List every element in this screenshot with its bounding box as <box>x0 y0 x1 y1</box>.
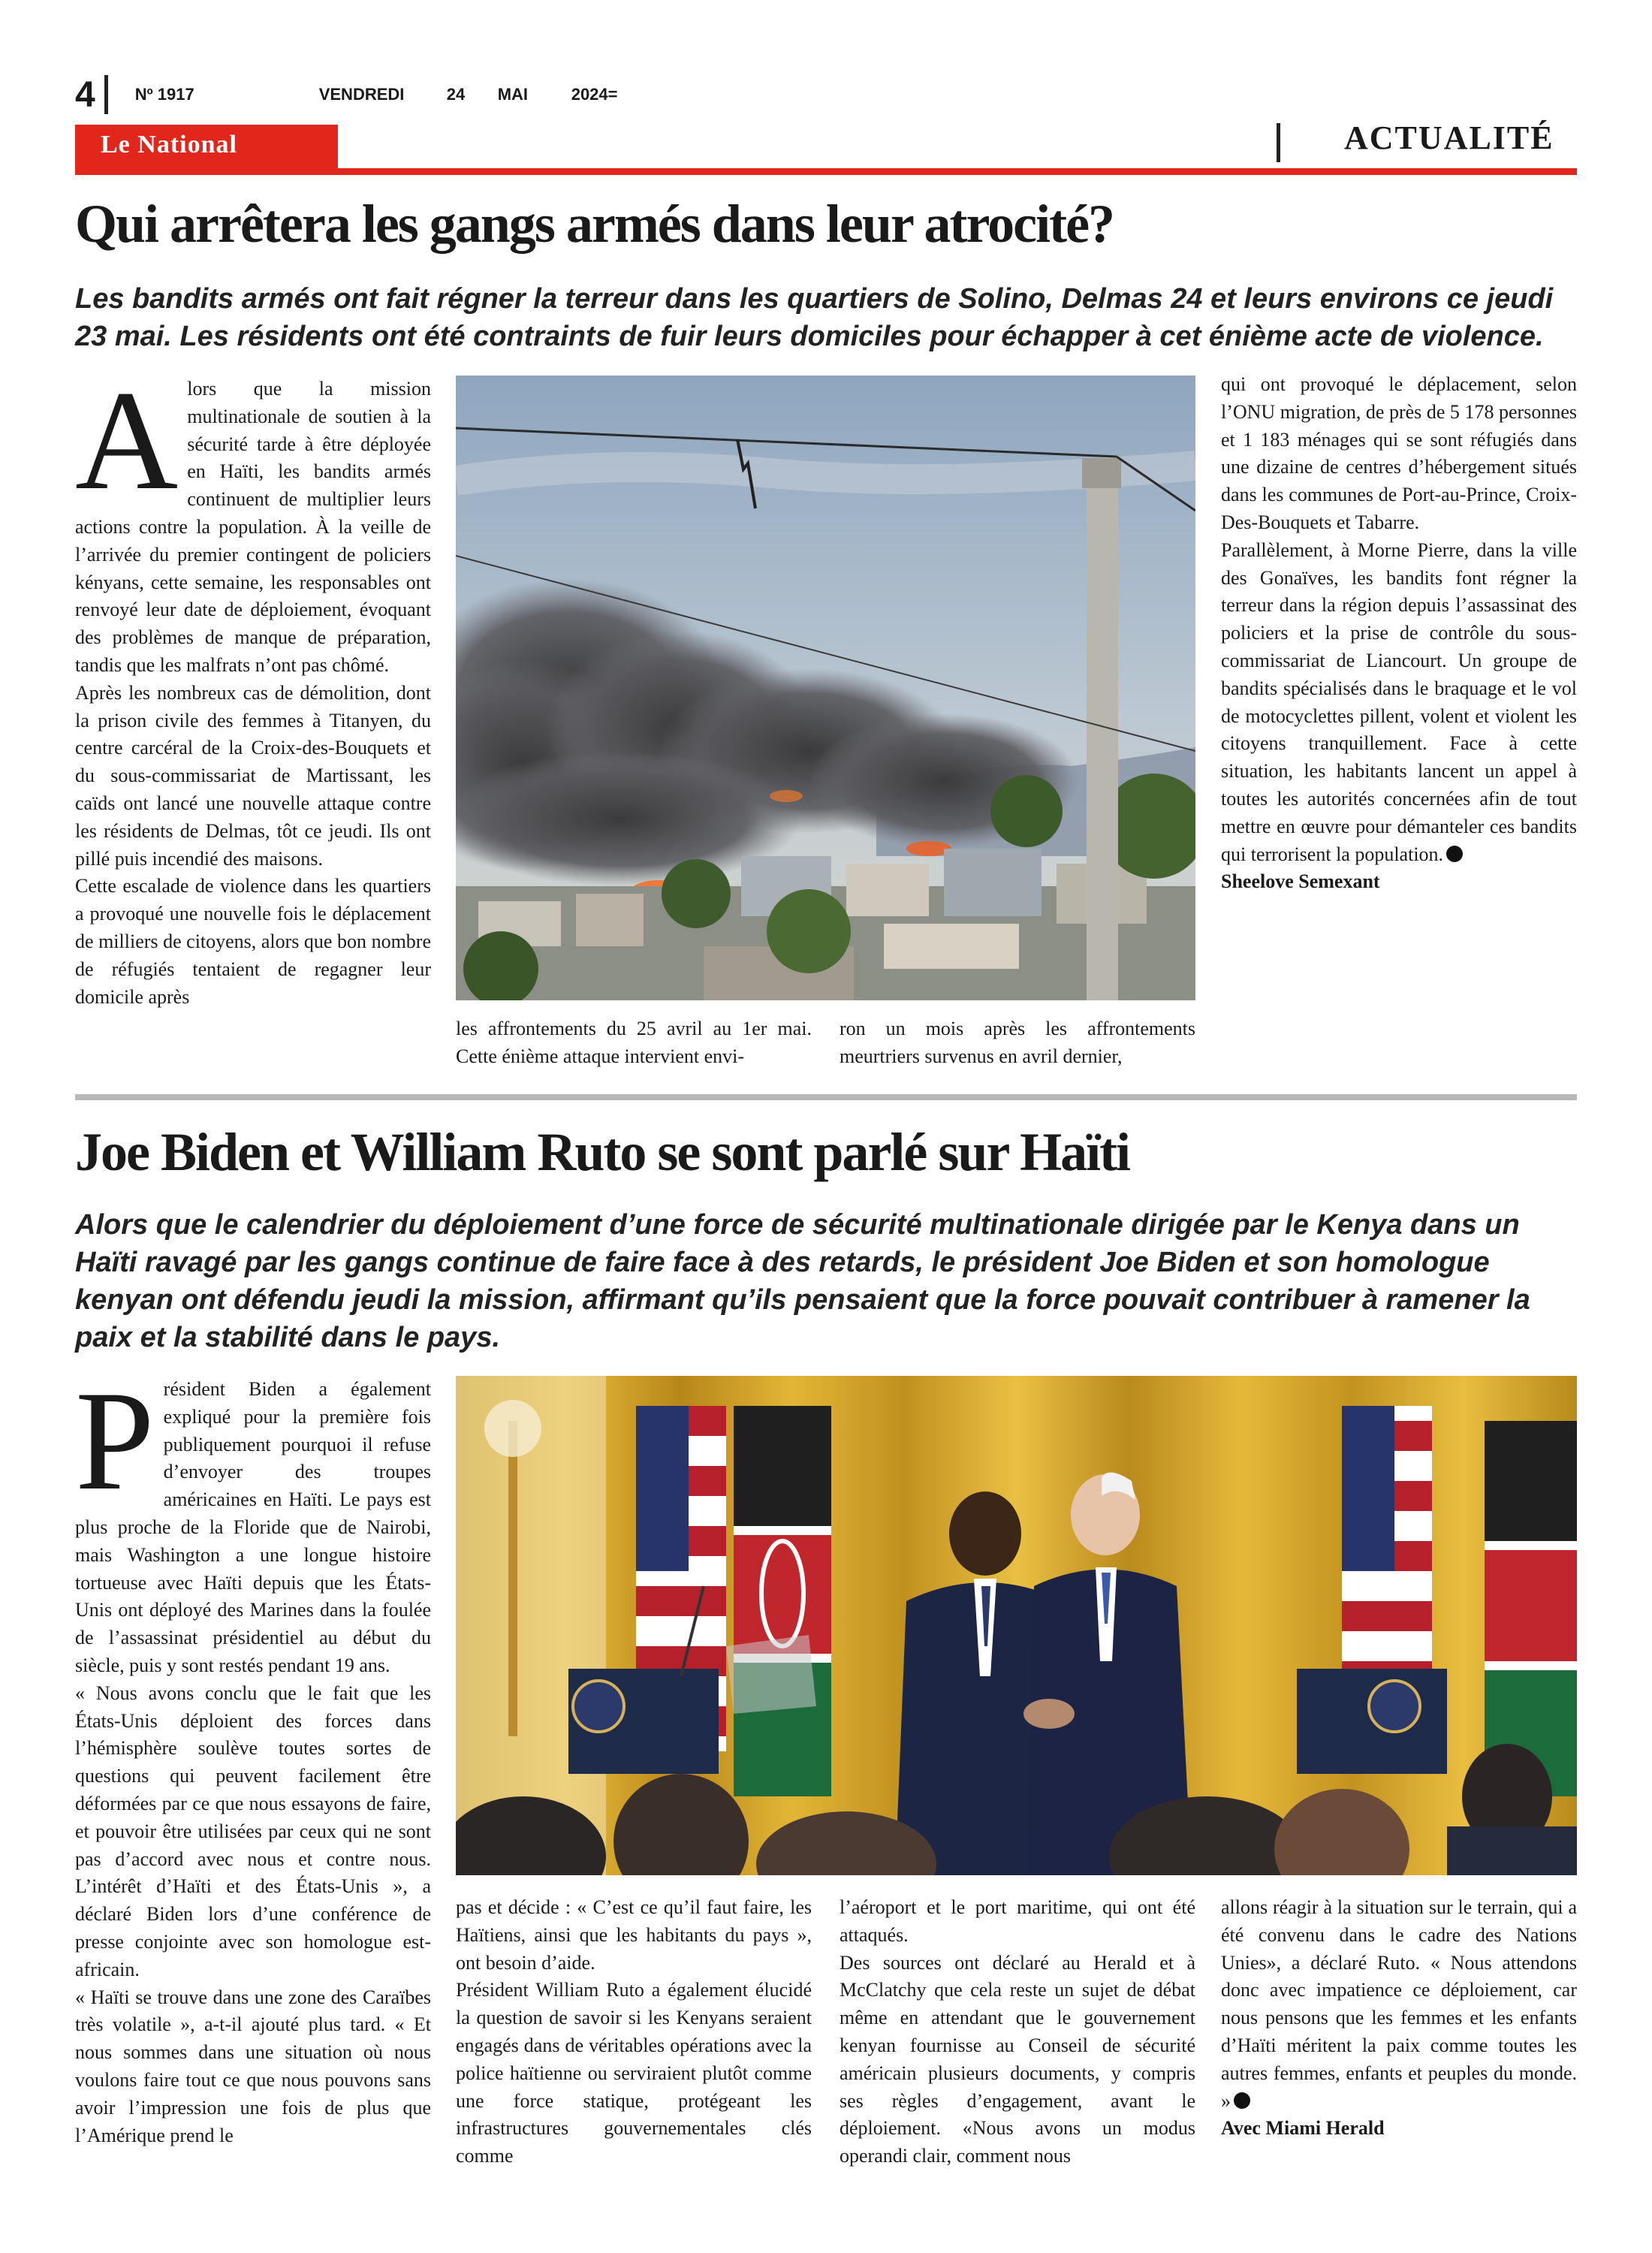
article1-standfirst: Les bandits armés ont fait régner la terreur dans les quartiers de Solino, Delmas 24 et leurs environs ce jeudi 23 mai. Les résidents ont été contraints de fuir leurs domiciles pour échapper à cet énième acte de violence. <box>75 283 1554 352</box>
date-day: 24 <box>446 85 466 104</box>
article2-paragraph: l’aéroport et le port maritime, qui ont été attaqués. <box>840 1896 1195 1946</box>
article1-paragraph: ron un mois après les affrontements meurtriers survenus en avril dernier, <box>840 1018 1195 1067</box>
kenya-flag-left <box>734 1406 831 1796</box>
article2-column-2 <box>456 1894 812 2170</box>
article-divider <box>75 1094 1577 1100</box>
article2-paragraph: pas et décide : « C’est ce qu’il faut faire, les Haïtiens, ainsi que les habitants du pays », ont besoin d’aide. <box>456 1896 812 1974</box>
end-mark-icon <box>1446 846 1463 862</box>
end-mark-icon <box>1234 2092 1250 2109</box>
newspaper-name: Le National <box>101 131 237 158</box>
header-rule <box>75 168 1577 175</box>
article2-dropcap: P <box>75 1362 155 1520</box>
article2-paragraph-text: allons réagir à la situation sur le terrain, qui a été convenu dans le cadre des Nations Unies», a déclaré Ruto. « Nous attendons donc avec impatience ce déploiement, car nous pensons que les femmes et les enfants d’Haïti méritent la paix comme toutes les autres femmes, enfants et peuples du monde. » <box>1221 1896 1577 2112</box>
article2-headline: Joe Biden et William Ruto se sont parlé sur Haïti <box>75 1122 1130 1182</box>
section-divider <box>1277 123 1280 162</box>
page-number: 4 <box>75 74 95 115</box>
article1-paragraph: qui ont provoqué le déplacement, selon l’ONU migration, de près de 5 178 personnes et 1 183 ménages qui se sont réfugiés dans une dizaine de centres d’hébergement situés dans les communes de Port-au-Prince, Croix-Des-Bouquets et Tabarre. <box>1221 373 1577 533</box>
article1-column-3 <box>840 1015 1195 1071</box>
article1-paragraph: les affrontements du 25 avril au 1er mai. Cette énième attaque intervient envi- <box>456 1018 812 1067</box>
article2-column-4 <box>1221 1894 1577 2143</box>
article2-author: Avec Miami Herald <box>1221 2117 1385 2140</box>
article1-column-2 <box>456 1015 812 1071</box>
article2-column-3 <box>840 1894 1195 2170</box>
article2-paragraph: Des sources ont déclaré au Herald et à McClatchy que cela reste un sujet de débat même en attendant que le gouvernement kenyan fournisse au Conseil de sécurité américain plusieurs documents, y compris ses règles d’engagement, avant le déploiement. «Nous avons un modus operandi clair, comment nous <box>840 1951 1195 2167</box>
article1-paragraph: Cette escalade de violence dans les quartiers a provoqué une nouvelle fois le déplacement de milliers de citoyens, alors que bon nombre de réfugiés tentaient de regagner leur domicile après <box>75 875 431 1008</box>
article2-paragraph <box>1221 1894 1577 2115</box>
photo-leaders-handshake <box>456 1376 1577 1875</box>
article1-paragraph <box>1221 537 1577 869</box>
article2-column-1 <box>75 1362 431 2149</box>
article1-headline: Qui arrêtera les gangs armés dans leur atrocité? <box>75 194 1114 254</box>
article2-photo-handshake <box>456 1376 1577 1875</box>
article1-paragraph: Après les nombreux cas de démolition, dont la prison civile des femmes à Titanyen, du centre carcéral de la Croix-des-Bouquets et du sous-commissariat de Martissant, les caïds ont lancé une nouvelle attaque contre les résidents de Delmas, tôt ce jeudi. Ils ont pillé puis incendié des maisons. <box>75 681 431 870</box>
kenya-flag-right <box>1485 1421 1577 1796</box>
article1-paragraph-text: Parallèlement, à Morne Pierre, dans la ville des Gonaïves, les bandits font régner la terreur dans la région depuis l’assassinat des policiers et la prise de contrôle du sous-commissariat de Liancourt. Un groupe de bandits spécialisés dans le braquage et le vol de motocyclettes pillent, volent et violent les citoyens tranquillement. Face à cette situation, les habitants lancent un appel à toutes les autorités concernées afin de tout mettre en œuvre pour démanteler ces bandits qui terrorisent la population. <box>1221 538 1577 865</box>
article1-photo-fire-smoke <box>456 376 1195 1000</box>
photo-smoke-over-houses <box>456 376 1195 1000</box>
article1-paragraph: lors que la mission multinationale de soutien à la sécurité tarde à être déployée en Haïti, les bandits armés continuent de multiplier leurs actions contre la population. À la veille de l’arrivée du premier contingent de policiers kényans, cette semaine, les responsables ont renvoyé leur date de déploiement, évoquant des problèmes de manque de préparation, tandis que les malfrats n’ont pas chômé. <box>75 378 431 676</box>
issue-date-line <box>135 85 618 104</box>
article1-column-1 <box>75 362 431 1011</box>
article2-paragraph: « Haïti se trouve dans une zone des Caraïbes très volatile », a-t-il ajouté plus tard. « Et nous sommes dans une situation où nous voulons faire tout ce que nous pouvons sans avoir l’impression une fois de plus que l’Amérique prend le <box>75 1986 431 2146</box>
article1-dropcap: A <box>75 362 179 520</box>
page-folio <box>75 72 618 117</box>
folio-divider <box>104 75 108 114</box>
date-weekday: VENDREDI <box>318 85 405 104</box>
article2-paragraph: Président William Ruto a également élucidé la question de savoir si les Kenyans seraient engagés dans de véritables opérations avec la police haïtienne ou serviraient plutôt comme une force statique, protégeant les infrastructures gouvernementales clés comme <box>456 1979 812 2167</box>
date-year: 2024= <box>571 85 618 104</box>
article1-column-4 <box>1221 371 1577 896</box>
article2-paragraph: « Nous avons conclu que le fait que les États-Unis déploient des forces dans l’hémisphère soulève toutes sortes de questions qui peuvent facilement être déformées par ce que nous essayons de faire, et pouvoir être utilisées par ceux qui ne sont pas d’accord avec nous et contre nous. L’intérêt d’Haïti et des États-Unis », a déclaré Biden lors d’une conférence de presse conjointe avec son homologue est-africain. <box>75 1681 431 1980</box>
article1-author: Sheelove Semexant <box>1221 870 1380 893</box>
article2-paragraph: résident Biden a également expliqué pour la première fois publiquement pourquoi il refuse d’envoyer des troupes américaines en Haïti. Le pays est plus proche de la Floride que de Nairobi, mais Washington a une longue histoire tortueuse avec Haïti depuis que les États-Unis ont déployé des Marines dans la foulée de l’assassinat présidentiel au début du siècle, puis y sont restés pendant 19 ans. <box>75 1378 431 1676</box>
section-label: ACTUALITÉ <box>1344 119 1554 156</box>
date-month: MAI <box>497 85 529 104</box>
article2-standfirst: Alors que le calendrier du déploiement d’une force de sécurité multinationale dirigée par le Kenya dans un Haïti ravagé par les gangs continue de faire face à des retards, le président Joe Biden et son homologue kenyan ont défendu jeudi la mission, affirmant qu’ils pensaient que la force pouvait contribuer à ramener la paix et la stabilité dans le pays. <box>75 1209 1530 1353</box>
issue-number: Nº 1917 <box>134 85 194 104</box>
